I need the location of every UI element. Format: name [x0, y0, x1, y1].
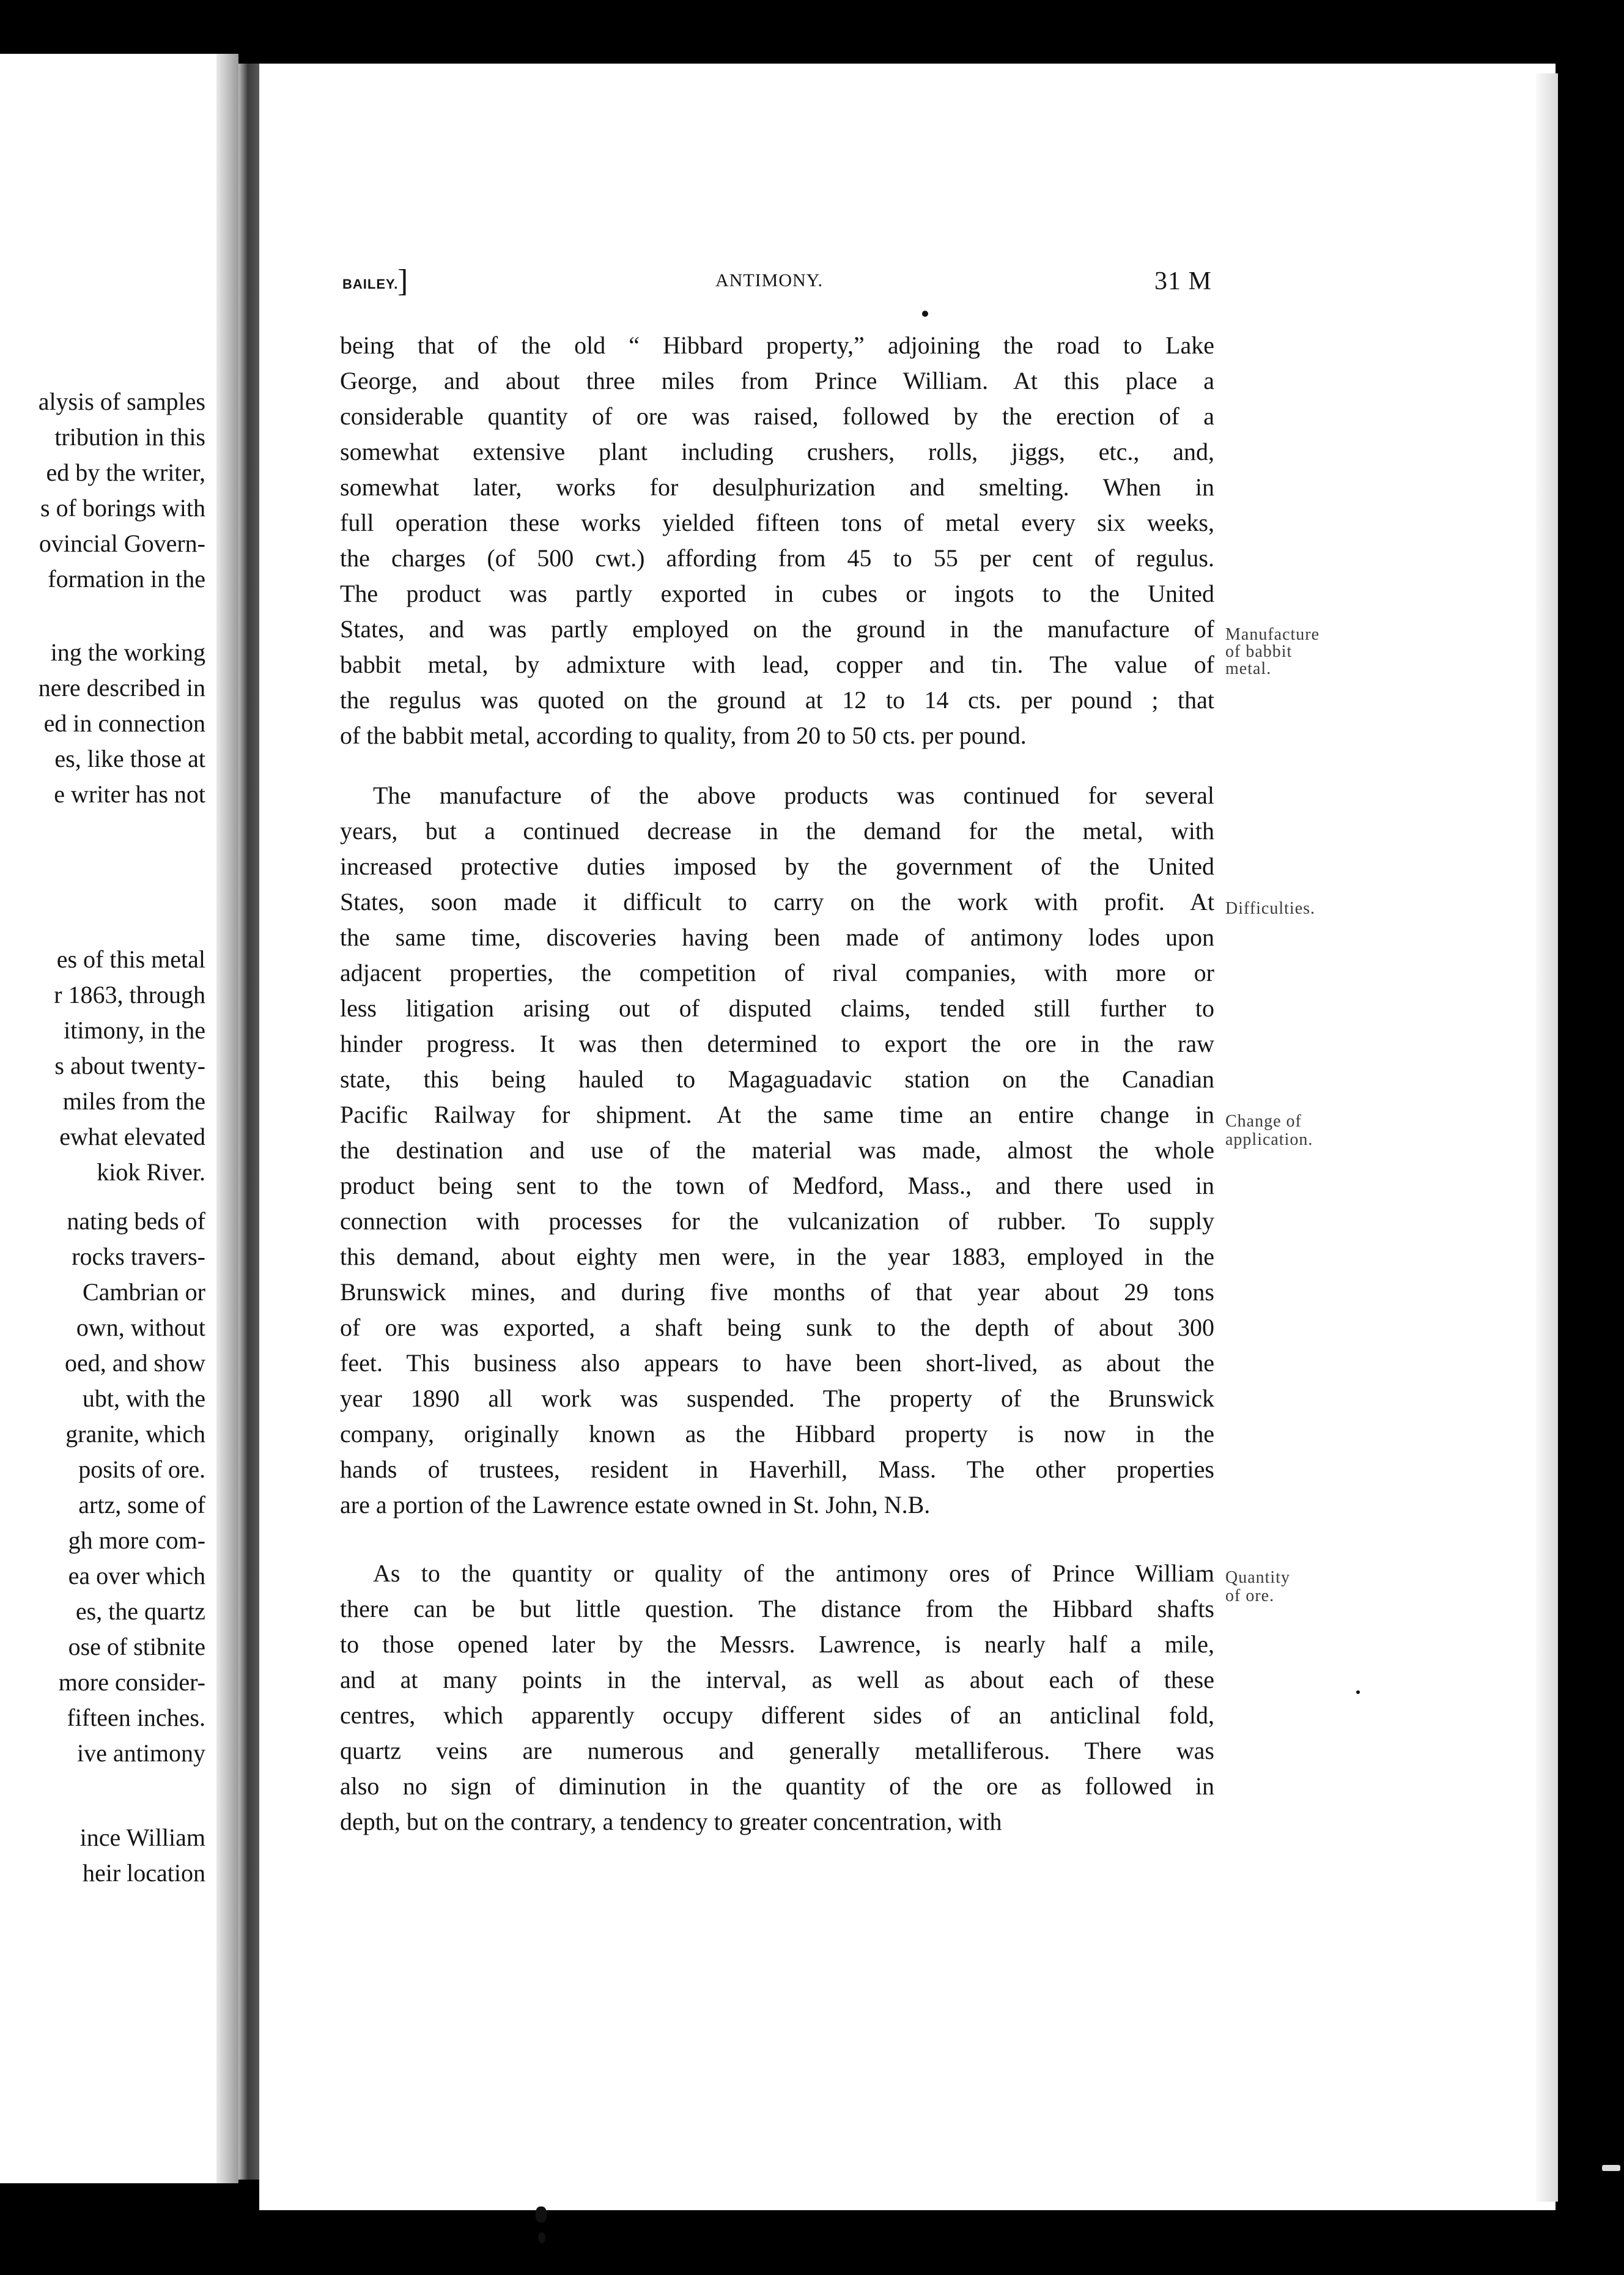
body-line: also no sign of diminution in the quantity of the ore as followed in: [340, 1772, 1214, 1800]
left-page-line: ing the working: [50, 638, 205, 666]
body-line: George, and about three miles from Prince William. At this place a: [340, 367, 1214, 394]
body-line: year 1890 all work was suspended. The property of the Brunswick: [340, 1385, 1214, 1412]
body-line: are a portion of the Lawrence estate owned in St. John, N.B.: [340, 1491, 931, 1519]
left-page-line: rocks travers-: [72, 1243, 205, 1270]
body-line: company, originally known as the Hibbard property is now in the: [340, 1420, 1214, 1448]
margin-note-manufacture: Manufacture: [1225, 625, 1320, 644]
left-page-line: artz, some of: [78, 1491, 205, 1519]
left-page-line: Cambrian or: [82, 1278, 205, 1306]
left-page-line: es, like those at: [54, 745, 205, 772]
body-line: of ore was exported, a shaft being sunk to the depth of about 300: [340, 1314, 1214, 1341]
left-page-line: granite, which: [65, 1420, 205, 1448]
body-line: there can be but little question. The distance from the Hibbard shafts: [340, 1595, 1214, 1622]
left-page-line: oed, and show: [65, 1349, 205, 1377]
left-page-line: formation in the: [48, 565, 205, 593]
left-page-line: ea over which: [68, 1562, 205, 1589]
body-line: considerable quantity of ore was raised, followed by the erection of a: [340, 402, 1214, 430]
margin-note-change: application.: [1225, 1130, 1313, 1149]
margin-note-quantity: of ore.: [1225, 1586, 1275, 1605]
body-line: hands of trustees, resident in Haverhill, Mass. The other properties: [340, 1456, 1214, 1483]
body-line: centres, which apparently occupy different sides of an anticlinal fold,: [340, 1701, 1214, 1729]
body-line: to those opened later by the Messrs. Lawrence, is nearly half a mile,: [340, 1630, 1214, 1658]
body-line: The manufacture of the above products was continued for several: [373, 782, 1214, 809]
left-page-line: ovincial Govern-: [39, 530, 205, 557]
body-line: hinder progress. It was then determined to export the ore in the raw: [340, 1030, 1214, 1057]
body-line: babbit metal, by admixture with lead, copper and tin. The value of: [340, 651, 1214, 678]
body-line: depth, but on the contrary, a tendency to greater concentration, with: [340, 1808, 1002, 1835]
margin-note-difficulties: Difficulties.: [1225, 899, 1316, 918]
body-line: and at many points in the interval, as well as about each of these: [340, 1666, 1214, 1693]
page-shadow: [216, 54, 238, 2183]
left-page-line: heir location: [82, 1859, 205, 1887]
body-line: of the babbit metal, according to quality, from 20 to 50 cts. per pound.: [340, 722, 1027, 749]
left-page-line: miles from the: [62, 1087, 205, 1115]
scan-speck: [1356, 1690, 1360, 1694]
left-page-line: posits of ore.: [78, 1456, 205, 1483]
margin-note-change: Change of: [1225, 1112, 1302, 1131]
left-page-line: ive antimony: [77, 1739, 205, 1767]
left-page: [0, 54, 238, 2183]
margin-note-manufacture: metal.: [1225, 659, 1272, 678]
left-page-line: ed by the writer,: [46, 459, 205, 486]
running-head-bracket: ]: [397, 264, 409, 298]
body-line: state, this being hauled to Magaguadavic station on the Canadian: [340, 1065, 1214, 1093]
body-line: Brunswick mines, and during five months of that year about 29 tons: [340, 1278, 1214, 1306]
body-line: States, soon made it difficult to carry on the work with profit. At: [340, 888, 1214, 916]
body-line: product being sent to the town of Medford, Mass., and there used in: [340, 1172, 1214, 1199]
left-page-line: ubt, with the: [82, 1385, 205, 1412]
body-line: As to the quantity or quality of the antimony ores of Prince William: [373, 1559, 1214, 1587]
body-line: the destination and use of the material was made, almost the whole: [340, 1136, 1214, 1164]
body-line: years, but a continued decrease in the demand for the metal, with: [340, 817, 1214, 845]
left-page-line: s of borings with: [40, 494, 205, 522]
running-head-author: BAILEY.: [342, 276, 399, 292]
scan-speck: [538, 2232, 545, 2243]
body-line: somewhat extensive plant including crushers, rolls, jiggs, etc., and,: [340, 438, 1214, 465]
body-line: the charges (of 500 cwt.) affording from 45 to 55 per cent of regulus.: [340, 544, 1214, 572]
left-page-line: tribution in this: [54, 423, 205, 451]
body-line: somewhat later, works for desulphurization and smelting. When in: [340, 473, 1214, 501]
scan-speck: [922, 311, 928, 317]
left-page-line: ince William: [79, 1824, 205, 1851]
left-page-line: ose of stibnite: [68, 1633, 205, 1660]
left-page-line: fifteen inches.: [67, 1704, 205, 1731]
left-page-line: gh more com-: [68, 1526, 205, 1554]
body-line: the same time, discoveries having been made of antimony lodes upon: [340, 923, 1214, 951]
left-page-line: itimony, in the: [64, 1016, 205, 1044]
page-number: 31 M: [1154, 267, 1212, 295]
body-line: connection with processes for the vulcanization of rubber. To supply: [340, 1207, 1214, 1235]
left-page-line: kiok River.: [97, 1158, 205, 1186]
left-page-line: nere described in: [38, 674, 205, 701]
left-page-line: r 1863, through: [54, 981, 205, 1008]
body-line: being that of the old “ Hibbard property,” adjoining the road to Lake: [340, 331, 1214, 359]
body-line: less litigation arising out of disputed claims, tended still further to: [340, 994, 1214, 1022]
running-head-title: ANTIMONY.: [715, 270, 823, 290]
margin-note-quantity: Quantity: [1225, 1568, 1290, 1587]
margin-note-manufacture: of babbit: [1225, 642, 1293, 661]
body-line: Pacific Railway for shipment. At the same time an entire change in: [340, 1101, 1214, 1128]
body-line: The product was partly exported in cubes or ingots to the United: [340, 580, 1214, 607]
left-page-line: es of this metal: [56, 945, 205, 973]
left-page-line: own, without: [76, 1314, 205, 1341]
left-page-line: es, the quartz: [75, 1597, 205, 1625]
body-line: the regulus was quoted on the ground at 12 to 14 cts. per pound ; that: [340, 686, 1214, 714]
body-line: increased protective duties imposed by the government of the United: [340, 853, 1214, 880]
body-line: adjacent properties, the competition of rival companies, with more or: [340, 959, 1214, 986]
left-page-line: more consider-: [58, 1668, 205, 1696]
body-line: full operation these works yielded fifteen tons of metal every six weeks,: [340, 509, 1214, 536]
left-page-line: ewhat elevated: [59, 1123, 205, 1150]
left-page-line: alysis of samples: [38, 388, 205, 415]
scan-speck: [1602, 2165, 1620, 2171]
left-page-line: e writer has not: [54, 780, 205, 808]
page-edge: [1536, 73, 1558, 2202]
left-page-line: nating beds of: [67, 1207, 205, 1235]
left-page-line: ed in connection: [43, 709, 205, 737]
body-line: this demand, about eighty men were, in the year 1883, employed in the: [340, 1243, 1214, 1270]
book-gutter: [238, 64, 259, 2180]
body-line: feet. This business also appears to have been short-lived, as about the: [340, 1349, 1214, 1377]
body-line: quartz veins are numerous and generally metalliferous. There was: [340, 1737, 1214, 1764]
left-page-line: s about twenty-: [54, 1052, 205, 1079]
scan-speck: [536, 2207, 547, 2222]
body-line: States, and was partly employed on the ground in the manufacture of: [340, 615, 1214, 643]
